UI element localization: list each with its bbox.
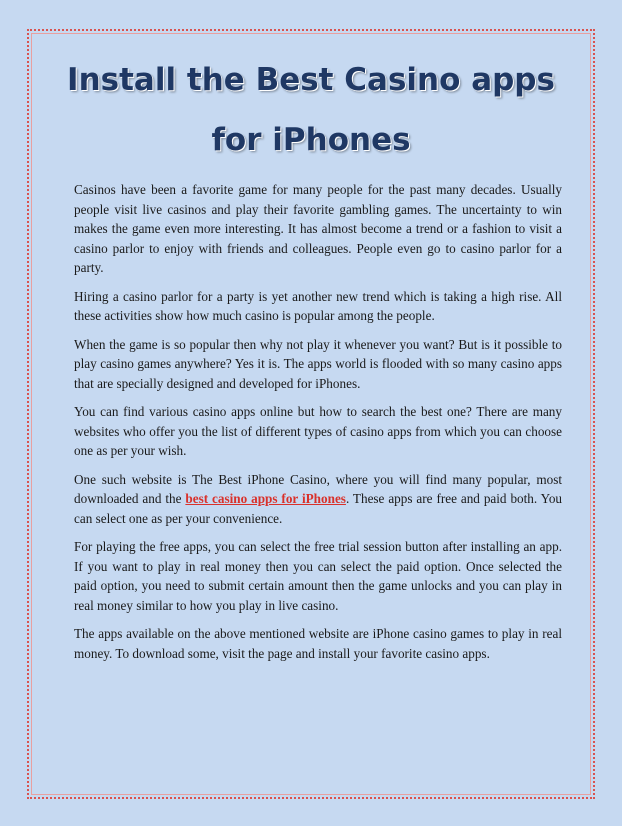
paragraph-4: You can find various casino apps online but how to search the best one? There are many websites who offer you the list of different types of casino apps from which you can choose one as per your wish. xyxy=(74,404,562,458)
paragraph-3: When the game is so popular then why not play it whenever you want? But is it possible to play casino games anywhere? Yes it is. The apps world is flooded with so many casino apps that are specially designed and developed for iPhones. xyxy=(74,336,562,391)
best-casino-apps-link[interactable]: best casino apps for iPhones xyxy=(185,491,346,506)
document-title xyxy=(40,50,582,170)
document-body xyxy=(74,180,562,672)
paragraph-7: The apps available on the above mentioned website are iPhone casino games to play in real money. To download some, visit the page and install your favorite casino apps. xyxy=(74,626,562,661)
title-line-2: for iPhones xyxy=(211,122,411,158)
paragraph-5 xyxy=(74,470,562,529)
paragraph-5-text-before: One such website is The Best iPhone Casino, where you will find many popular, most downloaded and the xyxy=(74,471,562,506)
paragraph-5-text-after: . These apps are free and paid both. You can select one as per your convenience. xyxy=(74,491,563,526)
paragraph-1: Casinos have been a favorite game for many people for the past many decades. Usually people visit live casinos and play their favorite gambling games. The uncertainty to win makes the game even more interesting. It has almost become a trend or a fashion to visit a casino parlor to enjoy with friends and colleagues. People even go to casino parlor for a party. xyxy=(74,182,562,275)
paragraph-6: For playing the free apps, you can select the free trial session button after installing an app. If you want to play in real money then you can select the paid option. Once selected the paid option, you need to submit certain amount then the game unlocks and you can play in real money similar to how you play in live casino. xyxy=(74,539,562,613)
paragraph-2: Hiring a casino parlor for a party is yet another new trend which is taking a high rise. All these activities show how much casino is popular among the people. xyxy=(74,288,562,323)
title-line-1: Install the Best Casino apps xyxy=(67,62,555,98)
